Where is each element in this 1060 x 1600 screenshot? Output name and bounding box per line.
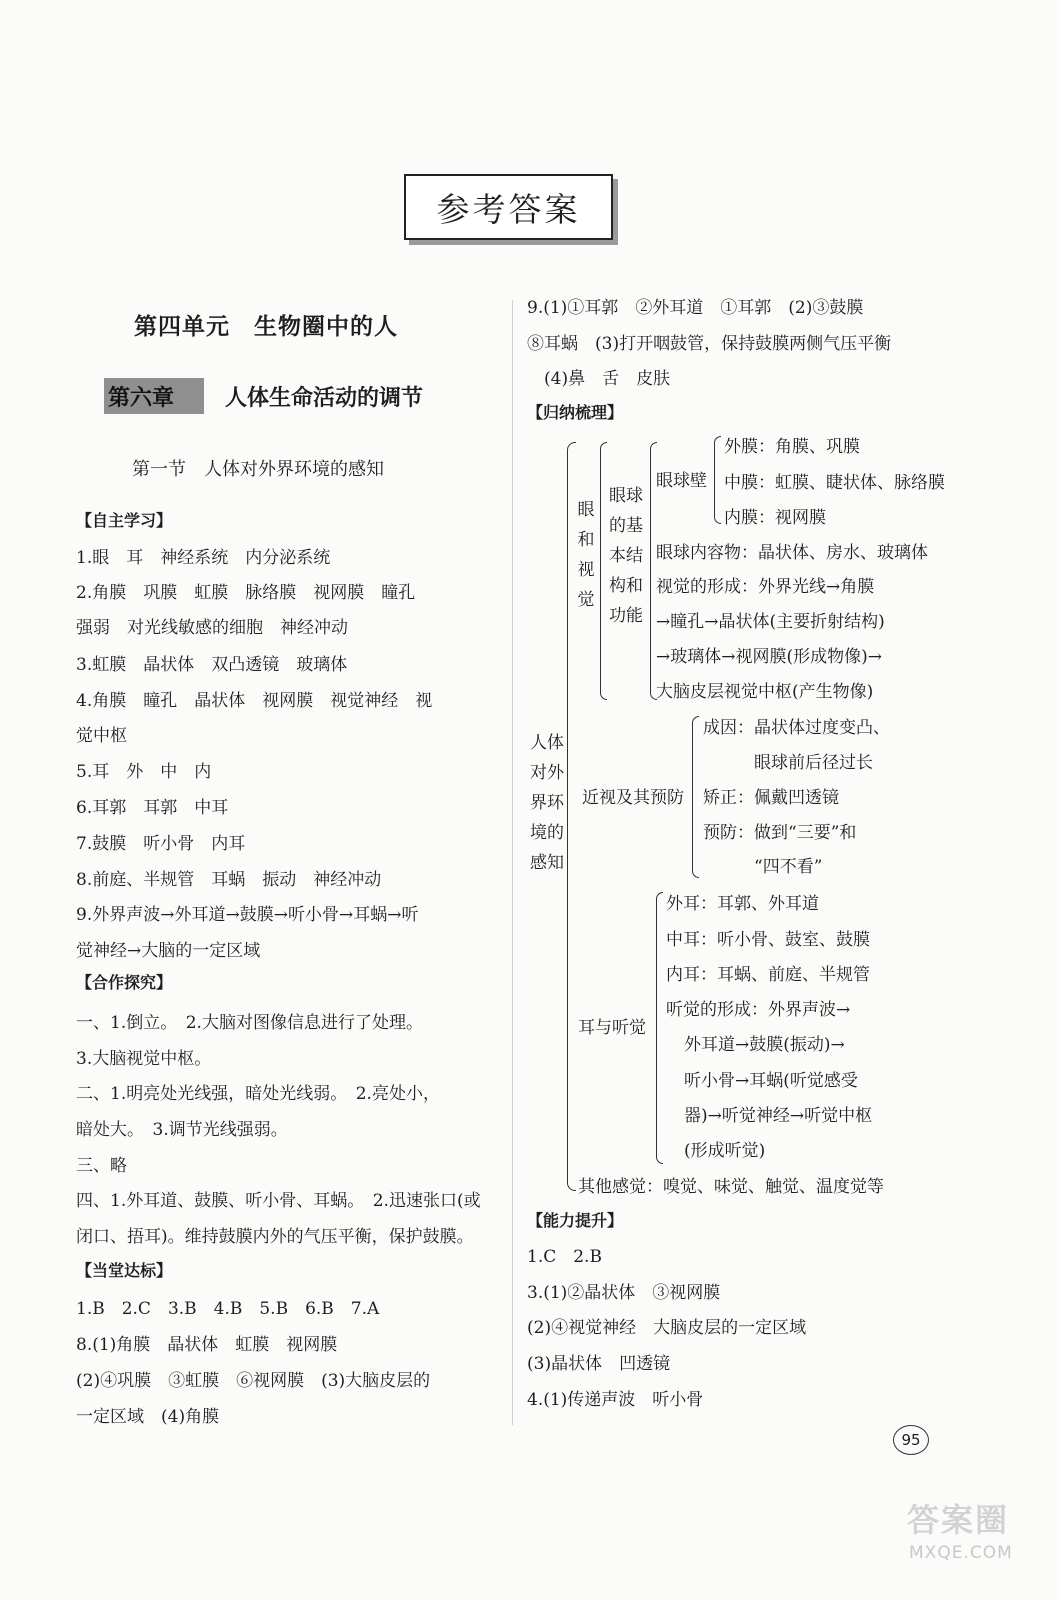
tree-ear-item: 外耳道→鼓膜(振动)→ [684, 1035, 845, 1055]
watermark-logo: 答案圈 MXQE.COM [907, 1501, 1013, 1563]
tree-ear-item: 听小骨→耳蜗(听觉感受 [684, 1071, 858, 1091]
brace-myopia [692, 716, 699, 878]
tree-eye-content: 眼球内容物：晶状体、房水、玻璃体 [656, 543, 928, 563]
brace-eyewall [714, 436, 721, 524]
answer-line: 1.C 2.B [527, 1247, 602, 1267]
tree-eyewall-item: 中膜：虹膜、睫状体、脉络膜 [724, 473, 945, 493]
tree-eye-group: 眼 和 视 觉 [577, 500, 595, 610]
answer-line: 觉神经→大脑的一定区域 [76, 941, 261, 961]
heading-ability: 【能力提升】 [527, 1211, 624, 1230]
tree-eye-structure: 眼球 的基 本结 构和 功能 [609, 486, 643, 626]
tree-vision-step: 视觉的形成：外界光线→角膜 [656, 577, 875, 597]
answer-line: 暗处大。 3.调节光线强弱。 [76, 1120, 288, 1140]
tree-ear-item: 器)→听觉神经→听觉中枢 [684, 1106, 873, 1126]
tree-vision-step: →瞳孔→晶状体(主要折射结构) [656, 612, 885, 632]
answer-line: 3.大脑视觉中枢。 [76, 1049, 212, 1069]
tree-myopia-item: 矫正：佩戴凹透镜 [703, 788, 839, 808]
page-title: 参考答案 [404, 174, 613, 240]
tree-eyewall: 眼球壁 [656, 471, 707, 491]
answer-line: 强弱 对光线敏感的细胞 神经冲动 [76, 618, 348, 638]
answer-line: 觉中枢 [76, 726, 127, 746]
heading-cooperation: 【合作探究】 [76, 973, 173, 992]
answer-line: 四、1.外耳道、鼓膜、听小骨、耳蜗。 2.迅速张口(或 [76, 1191, 481, 1211]
chapter-title: 人体生命活动的调节 [225, 385, 424, 411]
tree-myopia: 近视及其预防 [582, 788, 684, 808]
tree-myopia-item: 预防：做到“三要”和 [703, 823, 857, 843]
tree-vision-step: →玻璃体→视网膜(形成物像)→ [656, 647, 882, 667]
answer-line: 7.鼓膜 听小骨 内耳 [76, 834, 246, 854]
answer-line: 二、1.明亮处光线强，暗处光线弱。 2.亮处小， [76, 1084, 440, 1104]
answer-line: 8.前庭、半规管 耳蜗 振动 神经冲动 [76, 870, 382, 890]
heading-class-check: 【当堂达标】 [76, 1261, 173, 1280]
answer-line: 9.(1)①耳郭 ②外耳道 ①耳郭 (2)③鼓膜 [527, 298, 864, 318]
answer-line: 三、略 [76, 1156, 127, 1176]
tree-myopia-item: “四不看” [754, 857, 823, 877]
section-heading: 第一节 人体对外界环境的感知 [132, 459, 384, 480]
tree-ear-item: 中耳：听小骨、鼓室、鼓膜 [666, 930, 870, 950]
answer-line: 4.(1)传递声波 听小骨 [527, 1390, 704, 1410]
heading-summary: 【归纳梳理】 [527, 403, 624, 422]
tree-ear-item: 听觉的形成：外界声波→ [666, 1000, 851, 1020]
brace-ear [656, 892, 663, 1164]
answer-line: 一定区域 (4)角膜 [76, 1407, 220, 1427]
answer-line: 3.(1)②晶状体 ③视网膜 [527, 1283, 721, 1303]
answer-line: (4)鼻 舌 皮肤 [544, 369, 671, 389]
heading-self-study: 【自主学习】 [76, 511, 173, 530]
answer-line: 1.眼 耳 神经系统 内分泌系统 [76, 548, 331, 568]
answer-line: 5.耳 外 中 内 [76, 762, 212, 782]
tree-root: 人体 对外 界环 境的 感知 [530, 733, 564, 873]
tree-myopia-item: 眼球前后径过长 [754, 753, 873, 773]
chapter-badge: 第六章 [108, 385, 175, 411]
tree-vision-step: 大脑皮层视觉中枢(产生物像) [656, 682, 874, 702]
answer-line: 8.(1)角膜 晶状体 虹膜 视网膜 [76, 1335, 338, 1355]
tree-eyewall-item: 内膜：视网膜 [724, 508, 826, 528]
answer-line: 4.角膜 瞳孔 晶状体 视网膜 视觉神经 视 [76, 691, 433, 711]
answer-line: 3.虹膜 晶状体 双凸透镜 玻璃体 [76, 655, 348, 675]
answer-line: 2.角膜 巩膜 虹膜 脉络膜 视网膜 瞳孔 [76, 583, 416, 603]
answer-line: (2)④视觉神经 大脑皮层的一定区域 [527, 1318, 807, 1338]
answer-line: (2)④巩膜 ③虹膜 ⑥视网膜 (3)大脑皮层的 [76, 1371, 431, 1391]
answer-line: 6.耳郭 耳郭 中耳 [76, 798, 229, 818]
tree-ear-item: 外耳：耳郭、外耳道 [666, 894, 819, 914]
answer-line: 9.外界声波→外耳道→鼓膜→听小骨→耳蜗→听 [76, 905, 419, 925]
tree-ear-item: 内耳：耳蜗、前庭、半规管 [666, 965, 870, 985]
tree-ear: 耳与听觉 [578, 1018, 646, 1038]
answer-line: 一、1.倒立。 2.大脑对图像信息进行了处理。 [76, 1013, 423, 1033]
tree-ear-item: (形成听觉) [684, 1141, 766, 1161]
answer-line: ⑧耳蜗 (3)打开咽鼓管，保持鼓膜两侧气压平衡 [527, 334, 892, 354]
unit-heading: 第四单元 生物圈中的人 [134, 313, 398, 340]
tree-other-senses: 其他感觉：嗅觉、味觉、触觉、温度觉等 [578, 1177, 884, 1197]
page-number: 95 [893, 1425, 929, 1455]
column-divider [512, 300, 513, 1425]
answer-line: 1.B 2.C 3.B 4.B 5.B 6.B 7.A [76, 1299, 380, 1319]
tree-eyewall-item: 外膜：角膜、巩膜 [724, 437, 860, 457]
answer-line: (3)晶状体 凹透镜 [527, 1354, 671, 1374]
tree-myopia-item: 成因：晶状体过度变凸、 [703, 718, 890, 738]
answer-line: 闭口、捂耳)。维持鼓膜内外的气压平衡，保护鼓膜。 [76, 1227, 474, 1247]
